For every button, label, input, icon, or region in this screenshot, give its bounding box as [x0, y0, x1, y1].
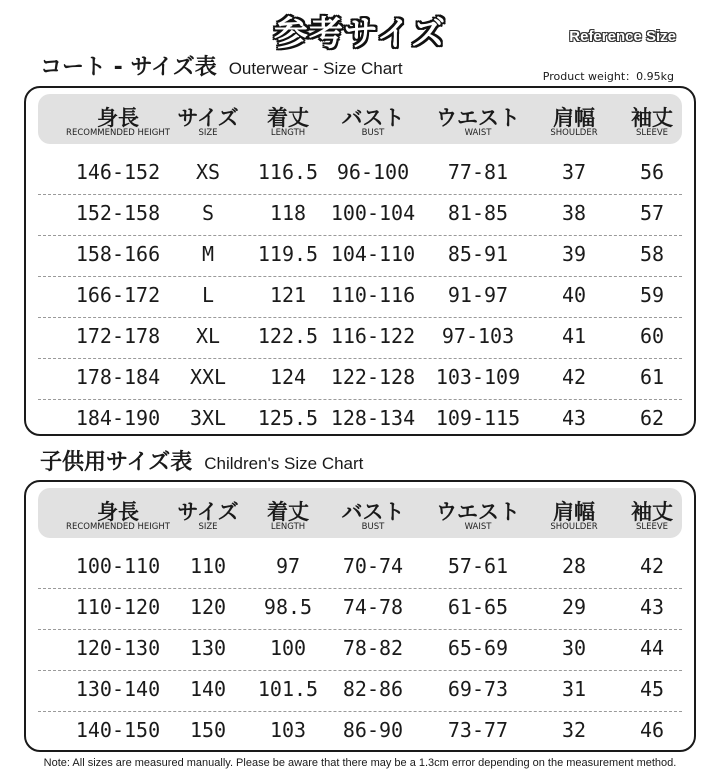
header-sleeve-jp: 袖丈	[631, 106, 673, 130]
cell-shoulder: 29	[561, 595, 587, 619]
cell-size: S	[201, 201, 215, 225]
cell-shoulder: 38	[561, 201, 587, 225]
cell-length: 97	[275, 554, 301, 578]
cell-height: 158-166	[75, 242, 161, 266]
cell-waist: 81-85	[447, 201, 509, 225]
table-row	[38, 276, 682, 318]
cell-height: 152-158	[75, 201, 161, 225]
cell-length: 122.5	[257, 324, 319, 348]
header-shoulder-jp: 肩幅	[553, 106, 595, 130]
cell-height: 184-190	[75, 406, 161, 430]
header-length-en: LENGTH	[270, 128, 306, 138]
cell-height: 110-120	[75, 595, 161, 619]
cell-size: 3XL	[189, 406, 227, 430]
cell-sleeve: 44	[639, 636, 665, 660]
cell-bust: 128-134	[330, 406, 416, 430]
cell-height: 140-150	[75, 718, 161, 742]
header-height-en: RECOMMENDED HEIGHT	[66, 128, 170, 138]
cell-height: 130-140	[75, 677, 161, 701]
cell-length: 98.5	[263, 595, 313, 619]
cell-bust: 104-110	[330, 242, 416, 266]
measurement-note: Note: All sizes are measured manually. Please be aware that there may be a 1.3cm error depending on the measurement method.	[43, 757, 677, 769]
header-waist-jp: ウエスト	[436, 106, 520, 130]
cell-length: 101.5	[257, 677, 319, 701]
table-header	[38, 94, 682, 144]
outerwear-title-en: Outerwear - Size Chart	[228, 59, 403, 78]
page-title: 参考サイズ	[273, 14, 447, 54]
cell-waist: 65-69	[447, 636, 509, 660]
cell-height: 172-178	[75, 324, 161, 348]
cell-waist: 69-73	[447, 677, 509, 701]
header-waist-en: WAIST	[464, 128, 492, 138]
header-shoulder-en: SHOULDER	[550, 128, 598, 138]
table-row	[38, 711, 682, 752]
cell-length: 100	[269, 636, 307, 660]
cell-shoulder: 37	[561, 160, 587, 184]
header-size-jp: サイズ	[177, 106, 239, 130]
table-row	[38, 194, 682, 236]
cell-shoulder: 39	[561, 242, 587, 266]
outerwear-title-jp: コート - サイズ表	[40, 55, 217, 80]
cell-waist: 103-109	[435, 365, 521, 389]
cell-waist: 97-103	[441, 324, 515, 348]
cell-bust: 110-116	[330, 283, 416, 307]
cell-length: 125.5	[257, 406, 319, 430]
cell-waist: 57-61	[447, 554, 509, 578]
cell-height: 120-130	[75, 636, 161, 660]
cell-waist: 77-81	[447, 160, 509, 184]
header-length-en: LENGTH	[270, 522, 306, 532]
outerwear-size-table	[24, 86, 696, 436]
cell-sleeve: 59	[639, 283, 665, 307]
cell-size: L	[201, 283, 215, 307]
header-waist-en: WAIST	[464, 522, 492, 532]
cell-bust: 82-86	[342, 677, 404, 701]
table-header	[38, 488, 682, 538]
cell-size: 150	[189, 718, 227, 742]
cell-size: XXL	[189, 365, 227, 389]
cell-shoulder: 42	[561, 365, 587, 389]
cell-length: 121	[269, 283, 307, 307]
header-bust-jp: バスト	[341, 500, 405, 524]
cell-size: 130	[189, 636, 227, 660]
cell-shoulder: 28	[561, 554, 587, 578]
cell-shoulder: 32	[561, 718, 587, 742]
cell-bust: 122-128	[330, 365, 416, 389]
cell-sleeve: 58	[639, 242, 665, 266]
header-sleeve-en: SLEEVE	[635, 128, 669, 138]
cell-waist: 73-77	[447, 718, 509, 742]
cell-sleeve: 61	[639, 365, 665, 389]
reference-size-label: Reference Size	[569, 28, 676, 45]
header-shoulder-en: SHOULDER	[550, 522, 598, 532]
table-row	[38, 317, 682, 359]
cell-length: 118	[269, 201, 307, 225]
cell-size: XL	[195, 324, 221, 348]
table-row	[38, 399, 682, 440]
cell-bust: 78-82	[342, 636, 404, 660]
cell-bust: 74-78	[342, 595, 404, 619]
cell-bust: 86-90	[342, 718, 404, 742]
cell-height: 166-172	[75, 283, 161, 307]
cell-sleeve: 43	[639, 595, 665, 619]
table-row	[38, 670, 682, 712]
table-row	[38, 235, 682, 277]
outerwear-section-title	[40, 50, 403, 81]
header-sleeve-jp: 袖丈	[631, 500, 673, 524]
cell-height: 146-152	[75, 160, 161, 184]
cell-sleeve: 56	[639, 160, 665, 184]
table-row	[38, 153, 682, 195]
cell-waist: 109-115	[435, 406, 521, 430]
cell-shoulder: 40	[561, 283, 587, 307]
header-size-jp: サイズ	[177, 500, 239, 524]
children-size-table	[24, 480, 696, 752]
children-section-title	[40, 445, 363, 476]
cell-length: 124	[269, 365, 307, 389]
children-title-jp: 子供用サイズ表	[40, 450, 193, 475]
cell-bust: 116-122	[330, 324, 416, 348]
cell-length: 119.5	[257, 242, 319, 266]
table-row	[38, 358, 682, 400]
cell-bust: 100-104	[330, 201, 416, 225]
header-length-jp: 着丈	[267, 500, 309, 524]
cell-bust: 96-100	[336, 160, 410, 184]
cell-waist: 61-65	[447, 595, 509, 619]
cell-shoulder: 31	[561, 677, 587, 701]
cell-sleeve: 57	[639, 201, 665, 225]
cell-size: M	[201, 242, 215, 266]
cell-size: 140	[189, 677, 227, 701]
header-sleeve-en: SLEEVE	[635, 522, 669, 532]
header-size-en: SIZE	[198, 128, 218, 138]
cell-size: 110	[189, 554, 227, 578]
cell-height: 100-110	[75, 554, 161, 578]
cell-sleeve: 46	[639, 718, 665, 742]
header-waist-jp: ウエスト	[436, 500, 520, 524]
cell-shoulder: 30	[561, 636, 587, 660]
table-row	[38, 547, 682, 589]
cell-sleeve: 45	[639, 677, 665, 701]
cell-sleeve: 42	[639, 554, 665, 578]
cell-sleeve: 60	[639, 324, 665, 348]
product-weight: Product weight：0.95kg	[542, 70, 674, 83]
cell-size: 120	[189, 595, 227, 619]
cell-waist: 91-97	[447, 283, 509, 307]
cell-sleeve: 62	[639, 406, 665, 430]
cell-height: 178-184	[75, 365, 161, 389]
table-row	[38, 588, 682, 630]
cell-length: 103	[269, 718, 307, 742]
cell-shoulder: 41	[561, 324, 587, 348]
header-height-en: RECOMMENDED HEIGHT	[66, 522, 170, 532]
header-bust-jp: バスト	[341, 106, 405, 130]
cell-size: XS	[195, 160, 221, 184]
header-height-jp: 身長	[97, 500, 139, 524]
children-title-en: Children's Size Chart	[204, 454, 364, 473]
cell-bust: 70-74	[342, 554, 404, 578]
header-shoulder-jp: 肩幅	[553, 500, 595, 524]
cell-length: 116.5	[257, 160, 319, 184]
cell-shoulder: 43	[561, 406, 587, 430]
header-length-jp: 着丈	[267, 106, 309, 130]
table-row	[38, 629, 682, 671]
header-size-en: SIZE	[198, 522, 218, 532]
cell-waist: 85-91	[447, 242, 509, 266]
header-bust-en: BUST	[361, 128, 385, 138]
header-bust-en: BUST	[361, 522, 385, 532]
header-height-jp: 身長	[97, 106, 139, 130]
